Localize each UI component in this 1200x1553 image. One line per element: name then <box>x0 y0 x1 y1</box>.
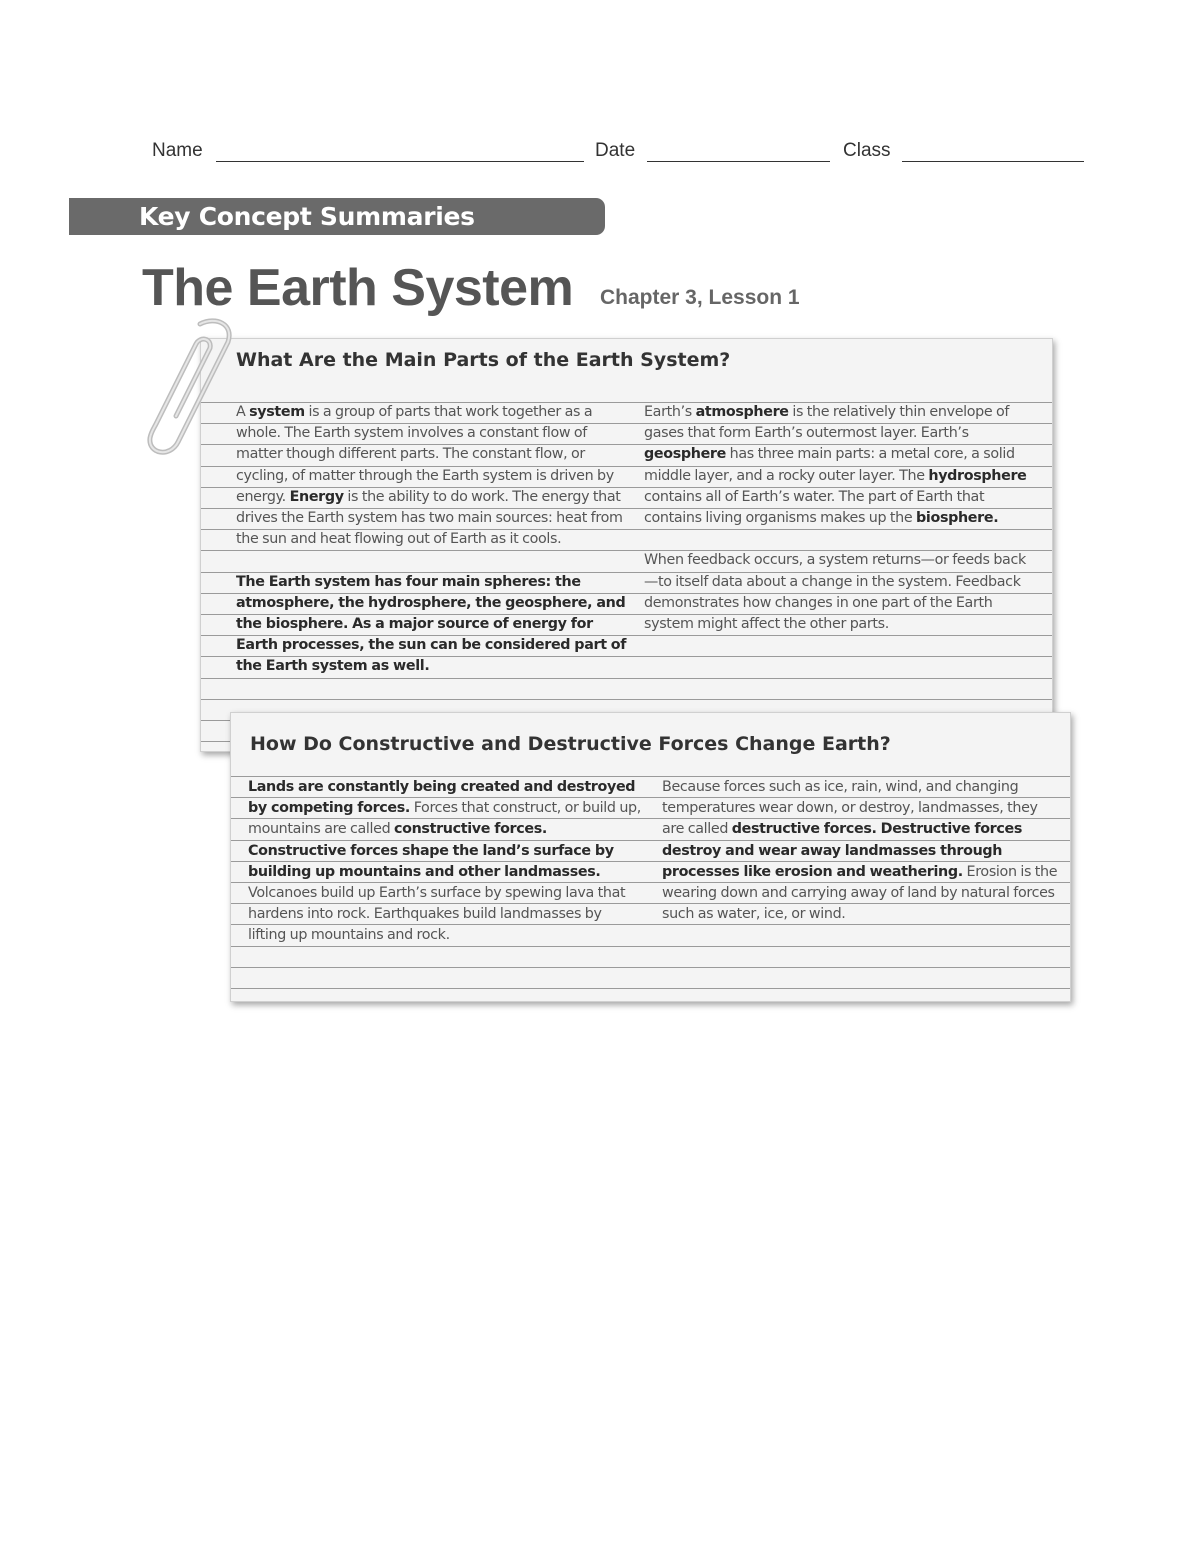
date-label: Date <box>595 140 636 161</box>
key-concept-banner <box>69 198 605 235</box>
class-line[interactable] <box>902 161 1084 162</box>
card-right-column <box>644 402 1034 635</box>
date-line[interactable] <box>647 161 830 162</box>
name-label: Name <box>152 140 203 161</box>
forces-card <box>230 712 1071 1002</box>
paragraph: A system is a group of parts that work together as a whole. The Earth system involves a constant flow of matter though different parts. The constant flow, or cycling, of matter through the Earth system is driven by energy. Energy is the ability to do work. The energy that drives the Earth system has two main sources: heat from the sun and heat flowing out of Earth as it cools. <box>236 404 623 548</box>
rule-line <box>201 699 1052 700</box>
card-right-column <box>662 777 1062 925</box>
name-line[interactable] <box>216 161 584 162</box>
chapter-subtitle: Chapter 3, Lesson 1 <box>600 286 800 309</box>
paragraph: Because forces such as ice, rain, wind, and changing temperatures wear down, or destroy, landmasses, they are called destructive forces. Destructive forces destroy and wear away landmasses through processes like erosion and weathering. Erosion is the wearing down and carrying away of land by natural forces such as water, ice, or wind. <box>662 779 1058 923</box>
rule-line <box>231 988 1070 989</box>
card-left-column <box>236 402 631 678</box>
class-label: Class <box>843 140 891 161</box>
card-heading: How Do Constructive and Destructive Forces Change Earth? <box>250 733 891 755</box>
paragraph: Lands are constantly being created and destroyed by competing forces. Forces that construct, or build up, mountains are called constructive forces. Constructive forces shape the land’s surface by building up mountains and other landmasses. Volcanoes build up Earth’s surface by spewing lava that hardens into rock. Earthquakes build landmasses by lifting up mountains and rock. <box>248 779 641 944</box>
header-fields <box>152 140 1087 170</box>
paper-clip-icon <box>140 316 240 461</box>
paragraph: When feedback occurs, a system returns—or feeds back—to itself data about a change in the system. Feedback demonstrates how changes in one part of the Earth system might affect the other parts. <box>644 552 1026 633</box>
page-title: The Earth System <box>142 259 574 317</box>
paragraph: Earth’s atmosphere is the relatively thin envelope of gases that form Earth’s outermost layer. Earth’s geosphere has three main parts: a metal core, a solid middle layer, and a rocky outer layer. The hydrosphere contains all of Earth’s water. The part of Earth that contains living organisms makes up the biosphere. <box>644 404 1027 527</box>
rule-line <box>201 678 1052 679</box>
card-left-column <box>248 777 643 947</box>
main-parts-card <box>200 338 1053 752</box>
card-heading: What Are the Main Parts of the Earth System? <box>236 349 731 371</box>
key-paragraph: The Earth system has four main spheres: the atmosphere, the hydrosphere, the geosphere, and the biosphere. As a major source of energy for Earth processes, the sun can be considered part of the Earth system as well. <box>236 573 627 675</box>
banner-text: Key Concept Summaries <box>139 202 475 231</box>
rule-line <box>231 967 1070 968</box>
